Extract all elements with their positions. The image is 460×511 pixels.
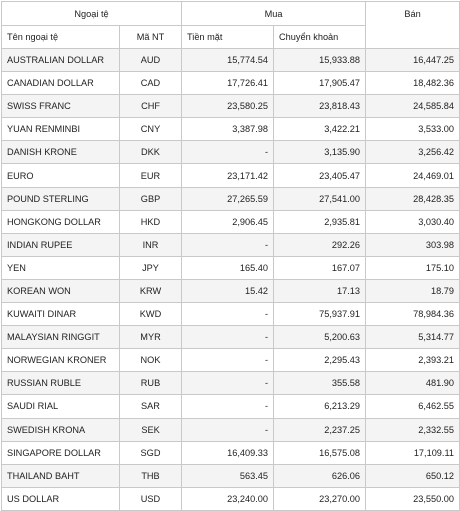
sell-cell: 24,585.84 (366, 95, 460, 118)
transfer-buy-cell: 2,237.25 (274, 418, 366, 441)
transfer-header: Chuyển khoản (274, 26, 366, 49)
currency-code-cell: JPY (120, 256, 182, 279)
currency-name-cell: DANISH KRONE (2, 141, 120, 164)
currency-name-cell: KOREAN WON (2, 279, 120, 302)
table-row (2, 49, 460, 72)
cash-buy-cell: 15.42 (182, 279, 274, 302)
table-row (2, 72, 460, 95)
currency-code-cell: RUB (120, 372, 182, 395)
table-row (2, 441, 460, 464)
transfer-buy-cell: 27,541.00 (274, 187, 366, 210)
transfer-buy-cell: 292.26 (274, 233, 366, 256)
transfer-buy-cell: 17.13 (274, 279, 366, 302)
table-row (2, 141, 460, 164)
cash-buy-cell: - (182, 233, 274, 256)
table-row (2, 349, 460, 372)
transfer-buy-cell: 3,422.21 (274, 118, 366, 141)
cash-buy-cell: - (182, 326, 274, 349)
currency-code-cell: DKK (120, 141, 182, 164)
table-row (2, 256, 460, 279)
currency-code-cell: AUD (120, 49, 182, 72)
cash-buy-cell: - (182, 349, 274, 372)
sell-cell: 3,533.00 (366, 118, 460, 141)
currency-name-cell: EURO (2, 164, 120, 187)
cash-buy-cell: 16,409.33 (182, 441, 274, 464)
currency-name-cell: YEN (2, 256, 120, 279)
sell-cell: 16,447.25 (366, 49, 460, 72)
currency-code-cell: GBP (120, 187, 182, 210)
table-row (2, 210, 460, 233)
currency-name-cell: THAILAND BAHT (2, 464, 120, 487)
transfer-buy-cell: 23,818.43 (274, 95, 366, 118)
sell-cell: 3,030.40 (366, 210, 460, 233)
transfer-buy-cell: 23,405.47 (274, 164, 366, 187)
transfer-buy-cell: 2,935.81 (274, 210, 366, 233)
transfer-buy-cell: 15,933.88 (274, 49, 366, 72)
sell-cell: 650.12 (366, 464, 460, 487)
exchange-rate-table (1, 1, 460, 511)
currency-name-cell: RUSSIAN RUBLE (2, 372, 120, 395)
transfer-buy-cell: 2,295.43 (274, 349, 366, 372)
buy-group-header: Mua (182, 2, 366, 26)
currency-name-cell: KUWAITI DINAR (2, 303, 120, 326)
transfer-buy-cell: 6,213.29 (274, 395, 366, 418)
sell-cell: 17,109.11 (366, 441, 460, 464)
table-row (2, 279, 460, 302)
cash-buy-cell: - (182, 372, 274, 395)
currency-group-header: Ngoại tệ (2, 2, 182, 26)
currency-name-cell: US DOLLAR (2, 487, 120, 510)
table-row (2, 118, 460, 141)
currency-name-cell: MALAYSIAN RINGGIT (2, 326, 120, 349)
sell-cell: 5,314.77 (366, 326, 460, 349)
cash-buy-cell: 17,726.41 (182, 72, 274, 95)
sell-header: Bán (366, 2, 460, 49)
table-row (2, 395, 460, 418)
sell-cell: 18.79 (366, 279, 460, 302)
currency-code-cell: HKD (120, 210, 182, 233)
currency-name-cell: SAUDI RIAL (2, 395, 120, 418)
currency-code-header: Mã NT (120, 26, 182, 49)
currency-name-cell: HONGKONG DOLLAR (2, 210, 120, 233)
table-row (2, 233, 460, 256)
sell-cell: 28,428.35 (366, 187, 460, 210)
cash-buy-cell: - (182, 141, 274, 164)
currency-name-cell: SWISS FRANC (2, 95, 120, 118)
transfer-buy-cell: 626.06 (274, 464, 366, 487)
transfer-buy-cell: 16,575.08 (274, 441, 366, 464)
sell-cell: 3,256.42 (366, 141, 460, 164)
cash-buy-cell: 15,774.54 (182, 49, 274, 72)
currency-name-cell: SINGAPORE DOLLAR (2, 441, 120, 464)
currency-code-cell: SEK (120, 418, 182, 441)
sell-cell: 78,984.36 (366, 303, 460, 326)
header-row-top (2, 2, 460, 26)
transfer-buy-cell: 17,905.47 (274, 72, 366, 95)
currency-name-cell: CANADIAN DOLLAR (2, 72, 120, 95)
currency-code-cell: KWD (120, 303, 182, 326)
currency-code-cell: CHF (120, 95, 182, 118)
cash-buy-cell: 23,580.25 (182, 95, 274, 118)
currency-code-cell: THB (120, 464, 182, 487)
cash-buy-cell: 165.40 (182, 256, 274, 279)
sell-cell: 481.90 (366, 372, 460, 395)
currency-code-cell: EUR (120, 164, 182, 187)
table-row (2, 418, 460, 441)
transfer-buy-cell: 3,135.90 (274, 141, 366, 164)
cash-buy-cell: 23,240.00 (182, 487, 274, 510)
sell-cell: 6,462.55 (366, 395, 460, 418)
currency-name-header: Tên ngoại tệ (2, 26, 120, 49)
currency-code-cell: KRW (120, 279, 182, 302)
currency-code-cell: NOK (120, 349, 182, 372)
table-row (2, 187, 460, 210)
cash-buy-cell: 2,906.45 (182, 210, 274, 233)
transfer-buy-cell: 5,200.63 (274, 326, 366, 349)
currency-name-cell: POUND STERLING (2, 187, 120, 210)
cash-buy-cell: - (182, 303, 274, 326)
sell-cell: 175.10 (366, 256, 460, 279)
currency-code-cell: CAD (120, 72, 182, 95)
cash-buy-cell: 3,387.98 (182, 118, 274, 141)
transfer-buy-cell: 23,270.00 (274, 487, 366, 510)
currency-code-cell: USD (120, 487, 182, 510)
table-body (2, 49, 460, 511)
currency-code-cell: SGD (120, 441, 182, 464)
table-row (2, 326, 460, 349)
transfer-buy-cell: 355.58 (274, 372, 366, 395)
currency-name-cell: NORWEGIAN KRONER (2, 349, 120, 372)
table-header (2, 2, 460, 49)
currency-name-cell: SWEDISH KRONA (2, 418, 120, 441)
currency-code-cell: MYR (120, 326, 182, 349)
table-row (2, 95, 460, 118)
sell-cell: 303.98 (366, 233, 460, 256)
sell-cell: 23,550.00 (366, 487, 460, 510)
cash-buy-cell: 27,265.59 (182, 187, 274, 210)
currency-code-cell: SAR (120, 395, 182, 418)
transfer-buy-cell: 167.07 (274, 256, 366, 279)
cash-buy-cell: - (182, 418, 274, 441)
currency-code-cell: INR (120, 233, 182, 256)
table-row (2, 164, 460, 187)
currency-code-cell: CNY (120, 118, 182, 141)
cash-header: Tiền mặt (182, 26, 274, 49)
cash-buy-cell: 563.45 (182, 464, 274, 487)
sell-cell: 24,469.01 (366, 164, 460, 187)
currency-name-cell: YUAN RENMINBI (2, 118, 120, 141)
cash-buy-cell: 23,171.42 (182, 164, 274, 187)
table-row (2, 487, 460, 510)
currency-name-cell: INDIAN RUPEE (2, 233, 120, 256)
sell-cell: 2,393.21 (366, 349, 460, 372)
table-row (2, 372, 460, 395)
sell-cell: 2,332.55 (366, 418, 460, 441)
transfer-buy-cell: 75,937.91 (274, 303, 366, 326)
table-row (2, 303, 460, 326)
cash-buy-cell: - (182, 395, 274, 418)
sell-cell: 18,482.36 (366, 72, 460, 95)
currency-name-cell: AUSTRALIAN DOLLAR (2, 49, 120, 72)
